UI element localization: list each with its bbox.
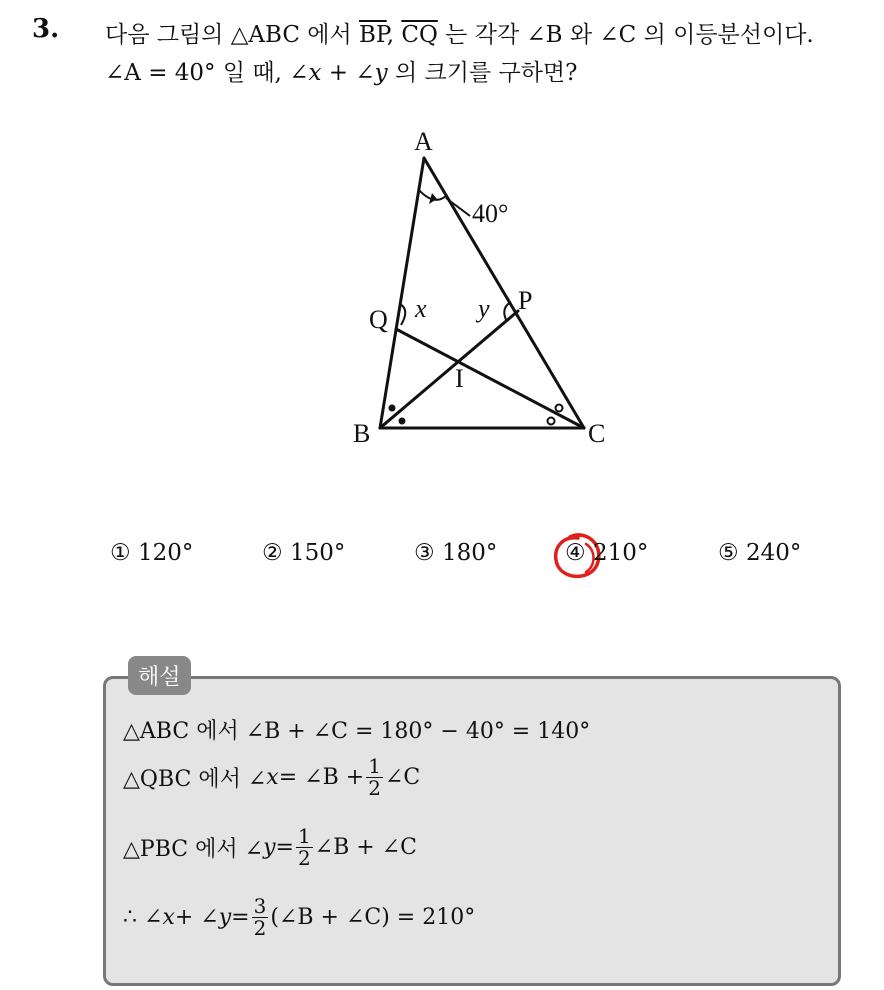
var-x: x <box>266 765 279 790</box>
choice-mark: ④ <box>565 540 586 566</box>
side-ab <box>380 158 424 428</box>
segment-cq: $\overline{CQ}$ <box>401 22 438 48</box>
label-c: C <box>588 419 606 448</box>
label-y: y <box>478 294 490 323</box>
label-x: x <box>415 294 427 323</box>
fraction-denominator: 2 <box>253 916 267 940</box>
fraction-numerator: 1 <box>368 754 381 778</box>
solution-text: ∠C <box>384 765 421 790</box>
solution-text: △PBC 에서 ∠ <box>123 837 264 862</box>
choice-2[interactable] <box>262 540 345 566</box>
segment-bp: $\overline{BP}$ <box>359 22 387 48</box>
label-a: A <box>414 127 433 156</box>
choice-3[interactable] <box>414 540 497 566</box>
label-p: P <box>518 286 533 315</box>
solution-line-3 <box>123 826 417 869</box>
label-b: B <box>353 419 371 448</box>
fraction-numerator: 1 <box>297 824 311 848</box>
solution-line-4 <box>123 896 475 939</box>
fraction <box>252 896 269 939</box>
solution-line-1 <box>123 714 590 745</box>
label-i: I <box>455 364 464 393</box>
solution-text: △ABC 에서 ∠B + ∠C = 180° − 40° = 140° <box>123 719 591 744</box>
fraction <box>296 826 313 869</box>
question-text: 는 각각 ∠B 와 ∠C 의 이등분선이다. <box>437 22 814 48</box>
solution-text: = <box>275 835 294 860</box>
choice-value: 210° <box>592 540 649 566</box>
solution-text: △QBC 에서 ∠ <box>123 767 267 792</box>
choice-value: 240° <box>745 540 802 566</box>
var-y: y <box>374 60 388 86</box>
choice-mark: ② <box>262 540 283 566</box>
question-text: + ∠ <box>321 60 375 86</box>
choice-mark: ⑤ <box>718 540 739 566</box>
question-text: 의 크기를 구하면? <box>387 60 578 86</box>
solution-tag: 해설 <box>128 656 191 695</box>
fraction <box>366 756 383 799</box>
choice-1[interactable] <box>110 540 193 566</box>
angle-c-mark <box>556 405 563 412</box>
question-text: ∠A = 40° 일 때, ∠ <box>105 60 309 86</box>
angle-b-mark <box>399 418 406 425</box>
bisector-bp <box>380 311 518 428</box>
fraction-denominator: 2 <box>297 846 311 870</box>
solution-text: ∠B + ∠C <box>314 835 417 860</box>
solution-text: ∴ ∠ <box>123 905 163 930</box>
angle-c-mark <box>548 418 555 425</box>
solution-text: (∠B + ∠C) = 210° <box>270 905 476 930</box>
var-x: x <box>162 905 175 930</box>
question-text: 다음 그림의 △ABC 에서 <box>105 22 359 48</box>
choice-5[interactable] <box>718 540 801 566</box>
question-text: , <box>386 22 402 48</box>
var-y: y <box>218 905 232 930</box>
choice-4[interactable] <box>565 540 648 566</box>
solution-text: = ∠B + <box>278 765 365 790</box>
solution-text: + ∠ <box>174 905 219 930</box>
var-y: y <box>263 835 276 860</box>
solution-line-2 <box>123 756 420 799</box>
choice-value: 150° <box>289 540 346 566</box>
label-angle-a: 40° <box>472 199 509 228</box>
fraction-denominator: 2 <box>368 776 381 800</box>
solution-text: = <box>231 905 250 930</box>
choice-mark: ① <box>110 540 131 566</box>
choice-value: 180° <box>441 540 498 566</box>
var-x: x <box>308 60 322 86</box>
question-number: 3. <box>32 14 60 44</box>
label-q: Q <box>369 305 388 334</box>
angle-b-mark <box>389 405 396 412</box>
choice-mark: ③ <box>414 540 435 566</box>
choice-value: 120° <box>137 540 194 566</box>
fraction-numerator: 3 <box>253 894 267 918</box>
